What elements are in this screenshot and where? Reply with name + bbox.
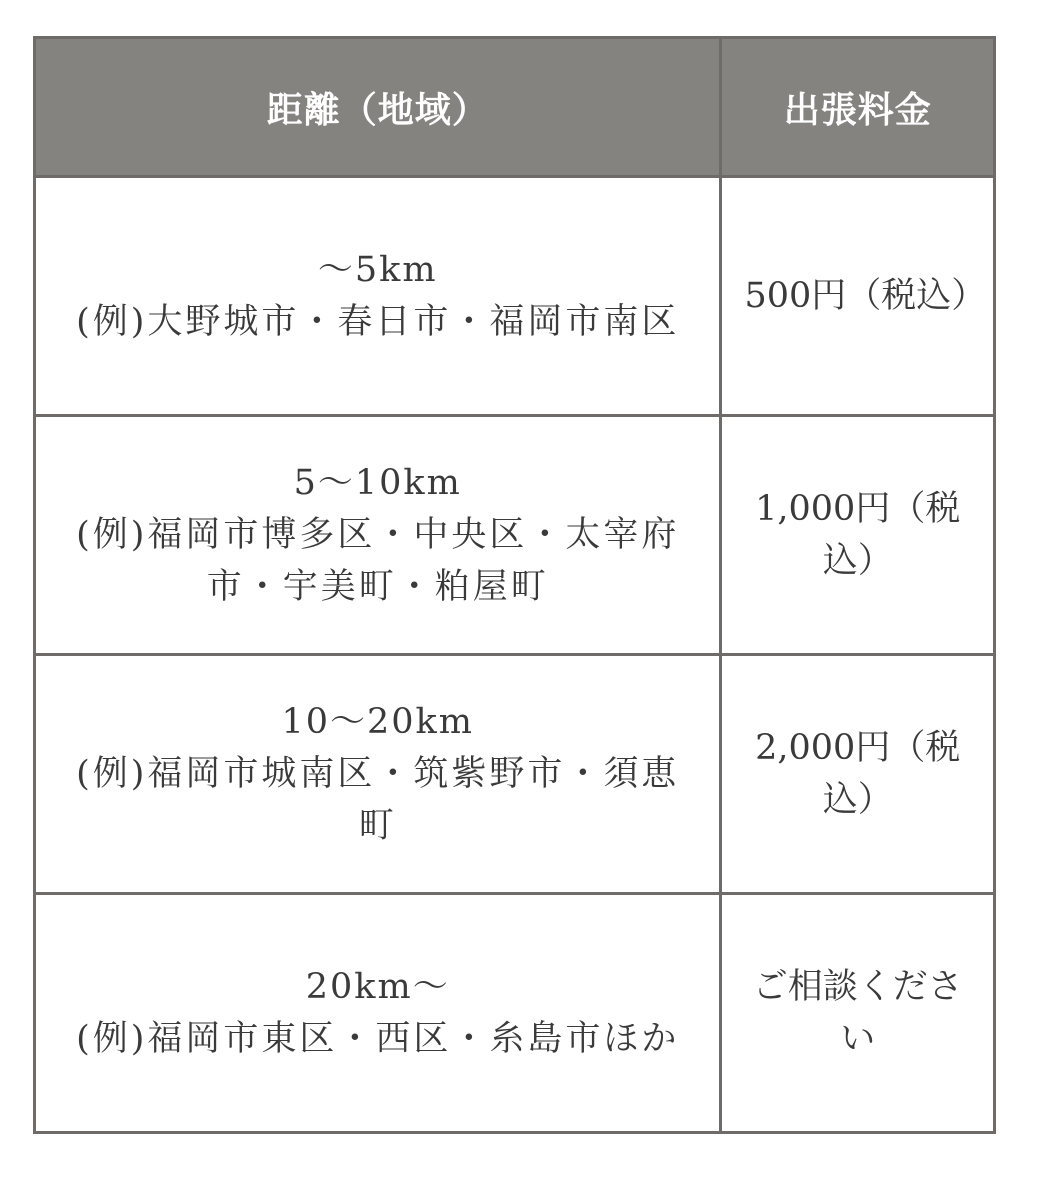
fee-cell: 500円（税込）: [721, 177, 995, 416]
area-cell: [35, 416, 721, 655]
fee-cell: 2,000円（税込）: [721, 655, 995, 894]
area-examples: (例)福岡市博多区・中央区・太宰府市・宇美町・粕屋町: [76, 515, 680, 607]
fee-cell: 1,000円（税込）: [721, 416, 995, 655]
area-examples: (例)福岡市城南区・筑紫野市・須恵町: [76, 754, 680, 846]
table-body: [35, 177, 995, 1133]
distance-range: 20km～: [305, 967, 450, 1007]
distance-range: 10～20km: [281, 702, 474, 742]
area-cell: [35, 177, 721, 416]
fee-cell: ご相談ください: [721, 894, 995, 1133]
area-examples: (例)福岡市東区・西区・糸島市ほか: [76, 1019, 680, 1059]
header-row: [35, 38, 995, 177]
distance-range: ～5km: [317, 250, 438, 290]
header-area: 距離（地域）: [35, 38, 721, 177]
area-examples: (例)大野城市・春日市・福岡市南区: [76, 302, 680, 342]
table-row: [35, 177, 995, 416]
table-row: [35, 894, 995, 1133]
header-fee: 出張料金: [721, 38, 995, 177]
travel-fee-table: [33, 36, 996, 1134]
area-cell: [35, 894, 721, 1133]
distance-range: 5～10km: [293, 463, 462, 503]
table-header: [35, 38, 995, 177]
table-row: [35, 416, 995, 655]
area-cell: [35, 655, 721, 894]
table-row: [35, 655, 995, 894]
